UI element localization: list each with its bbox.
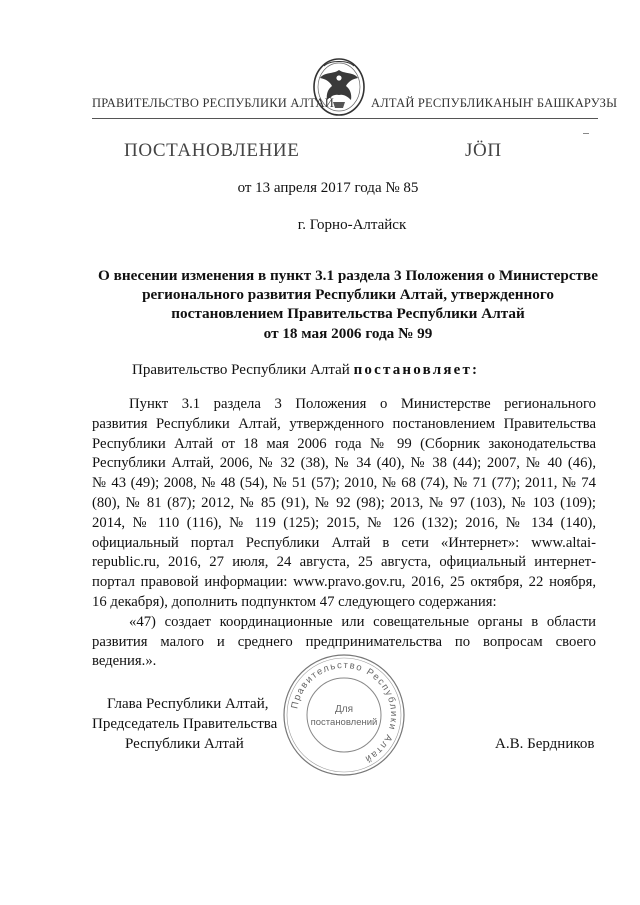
signatory-name: А.В. Бердников [495, 736, 595, 752]
body-line: republic.ru, 2016, 27 июля, 24 августа, 25 августа, официальный интернет- [92, 554, 596, 571]
doc-type-alt: ЈӦП [465, 140, 502, 161]
decree-prefix: Правительство Республики Алтай [132, 362, 354, 378]
title-line: О внесении изменения в пункт 3.1 раздела 3 Положения о Министерстве [98, 267, 598, 284]
body-line: Республики Алтай, 2006, № 32 (38), № 34 (40), № 38 (44); 2007, № 40 (46), [92, 455, 596, 472]
doc-type-ru: ПОСТАНОВЛЕНИЕ [124, 140, 300, 161]
body-line: официальный портал Республики Алтай в сети «Интернет»: www.altai- [92, 534, 596, 551]
document-date-text: от 13 апреля 2017 года № 85 [237, 180, 419, 196]
document-title [98, 266, 598, 343]
decree-line [132, 361, 479, 379]
body-line: № 43 (49); 2008, № 48 (54), № 51 (57); 2010, № 68 (74), № 71 (77); 2011, № 74 [92, 475, 596, 492]
title-line: от 18 мая 2006 года № 99 [263, 324, 433, 342]
stamp-center-line-1: Для [334, 704, 354, 715]
header-government-name-ru: ПРАВИТЕЛЬСТВО РЕСПУБЛИКИ АЛТАЙ [92, 96, 334, 110]
title-line: регионального развития Республики Алтай, утвержденного [142, 286, 554, 304]
body-line: «47) создает координационные или совещательные органы в области [129, 613, 596, 630]
stamp-seal [281, 652, 407, 778]
body-line: Пункт 3.1 раздела 3 Положения о Министерстве регионального [129, 396, 596, 412]
body-line: Республики Алтай от 18 мая 2006 года № 99 (Сборник законодательства [92, 435, 596, 452]
document-city [0, 216, 640, 234]
body-line: ведения.». [92, 653, 157, 670]
stamp-ring-text: Правительство Республики Алтай [289, 659, 400, 765]
title-line: постановлением Правительства Республики Алтай [171, 305, 525, 323]
document-date [0, 179, 640, 197]
document-body [92, 395, 596, 672]
signatory-title-line-1: Глава Республики Алтай, [107, 696, 269, 712]
body-line: развития малого и среднего предпринимательства по вопросам своего [92, 633, 596, 650]
body-line: 2014, № 110 (116), № 119 (125); 2015, № 126 (132); 2016, № 134 (140), [92, 514, 596, 531]
stamp-center-line-2: постановлений [310, 717, 378, 728]
header-government-name-alt: АЛТАЙ РЕСПУБЛИКАНЫҤ БАШКАРУЗЫ [371, 96, 618, 110]
signatory-title-line-2: Председатель Правительства [92, 716, 278, 732]
header-rule [92, 118, 598, 119]
decree-verb: постановляет: [353, 362, 480, 378]
document-city-text: г. Горно-Алтайск [297, 217, 407, 233]
body-line: 16 декабря), дополнить подпунктом 47 следующего содержания: [92, 593, 497, 610]
body-line: развития Республики Алтай, утвержденного постановлением Правительства [92, 415, 596, 432]
page-mark [583, 133, 589, 134]
body-line: (80), № 81 (87); 2012, № 85 (91), № 92 (98); 2013, № 97 (103), № 103 (109); [92, 494, 596, 511]
body-line: портал правовой информации: www.pravo.gov.ru, 2016, 25 октября, 22 ноября, [92, 574, 596, 591]
signatory-title-line-3: Республики Алтай [125, 736, 244, 752]
